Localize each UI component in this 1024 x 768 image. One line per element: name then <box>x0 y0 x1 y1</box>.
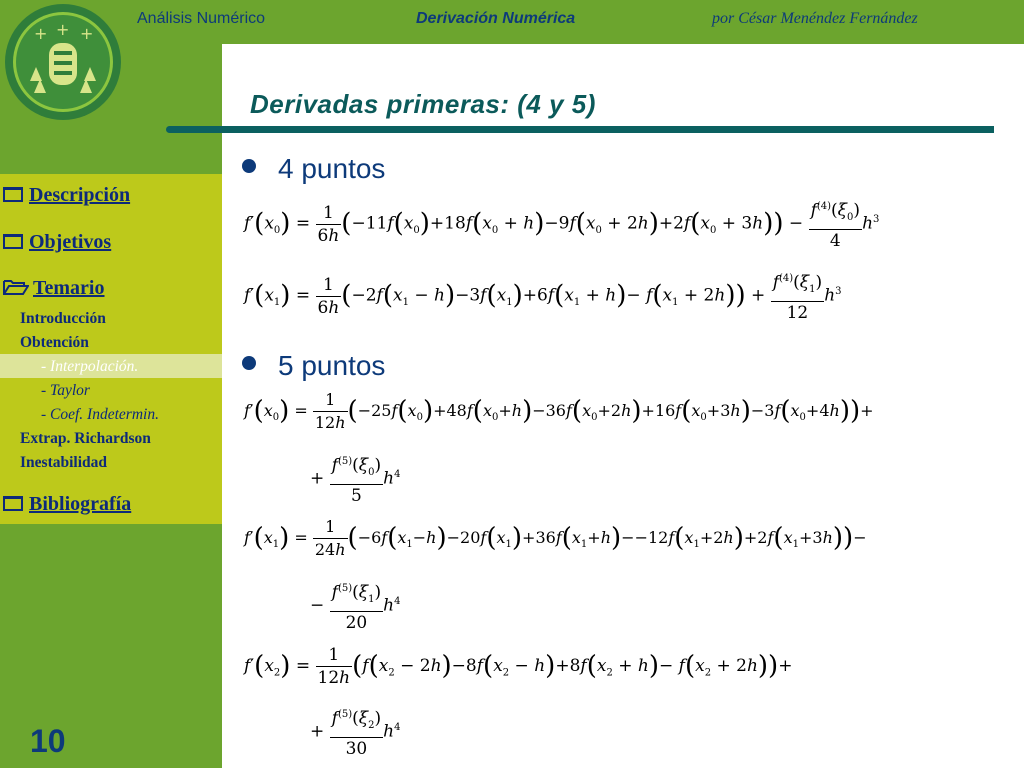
formula-5pt-x2-error: + $\frac{f^{(5)}(\xi_2)}{30}$ $h^4$ <box>310 704 400 760</box>
nav-item-bibliografia[interactable] <box>3 493 131 516</box>
open-folder-icon <box>3 279 29 295</box>
nav-item-label: Bibliografía <box>29 493 132 515</box>
nav-item-descripcion[interactable] <box>3 184 130 207</box>
nav-item-label: Descripción <box>29 184 131 206</box>
nav-item-temario[interactable] <box>3 277 104 300</box>
nav-sub-inestabilidad[interactable]: Inestabilidad <box>20 454 108 471</box>
nav-item-label: Temario <box>33 277 105 299</box>
formula-4pt-x1: $f'(x_1)$ = $\frac{1}{6h}$ $(-2f(x_1 - h)-3f(x_1)+6f(x_1 + h)- f(x_1 + 2h))$ + $\frac{f^{(4)}(\xi_1)}{12}$ $h^3$ <box>244 268 842 324</box>
svg-text:+: + <box>34 24 48 43</box>
formula-5pt-x1: $f'(x_1)$ = $\frac{1}{24h}$ $(-6f(x_1-h)-20f(x_1)+36f(x_1+h)--12f(x_1+2h)+2f(x_1+3h))-$ <box>244 517 867 559</box>
formula-5pt-x2: $f'(x_2)$ = $\frac{1}{12h}$ $(f(x_2 - 2h)-8f(x_2 - h)+8f(x_2 + h)- f(x_2 + 2h))+$ <box>244 645 793 688</box>
bullet-dot <box>242 159 256 173</box>
bullet-5-puntos <box>242 350 385 382</box>
folder-icon <box>3 496 23 511</box>
nav-sub-richardson[interactable]: Extrap. Richardson <box>20 430 151 447</box>
bullet-label: 5 puntos <box>278 350 386 381</box>
formula-5pt-x0: $f'(x_0)$ = $\frac{1}{12h}$ $(-25f(x_0)+48f(x_0+h)-36f(x_0+2h)+16f(x_0+3h)-3f(x_0+4h))+$ <box>244 390 874 432</box>
header-topic: Derivación Numérica <box>416 10 576 27</box>
formula-5pt-x1-error: − $\frac{f^{(5)}(\xi_1)}{20}$ $h^4$ <box>310 578 400 634</box>
nav-sub-interpolacion[interactable]: - Interpolación. <box>41 358 139 375</box>
nav-item-label: Objetivos <box>29 231 112 253</box>
nav-item-objetivos[interactable] <box>3 231 111 254</box>
bullet-4-puntos <box>242 153 385 185</box>
nav-sub-coef-indetermin[interactable]: - Coef. Indetermin. <box>41 406 159 423</box>
folder-icon <box>3 187 23 202</box>
folder-icon <box>3 234 23 249</box>
title-underline <box>166 126 994 133</box>
nav-sub-introduccion[interactable]: Introducción <box>20 310 106 327</box>
header-author: por César Menéndez Fernández <box>712 10 918 27</box>
formula-4pt-x0: $f'(x_0)$ = $\frac{1}{6h}$ $(-11f(x_0)+18f(x_0 + h)-9f(x_0 + 2h)+2f(x_0 + 3h))$ − $\frac{f^{(4)}(\xi_0)}{4}$ $h^3$ <box>244 196 879 252</box>
bullet-label: 4 puntos <box>278 153 386 184</box>
page-number: 10 <box>30 723 66 759</box>
bullet-dot <box>242 356 256 370</box>
formula-5pt-x0-error: + $\frac{f^{(5)}(\xi_0)}{5}$ $h^4$ <box>310 451 400 507</box>
header-course: Análisis Numérico <box>137 10 266 27</box>
svg-text:+: + <box>56 20 70 39</box>
university-logo <box>4 3 122 121</box>
slide-title: Derivadas primeras: (4 y 5) <box>250 89 596 119</box>
svg-text:+: + <box>80 24 94 43</box>
nav-sub-obtencion[interactable]: Obtención <box>20 334 89 351</box>
nav-sub-taylor[interactable]: - Taylor <box>41 382 90 399</box>
